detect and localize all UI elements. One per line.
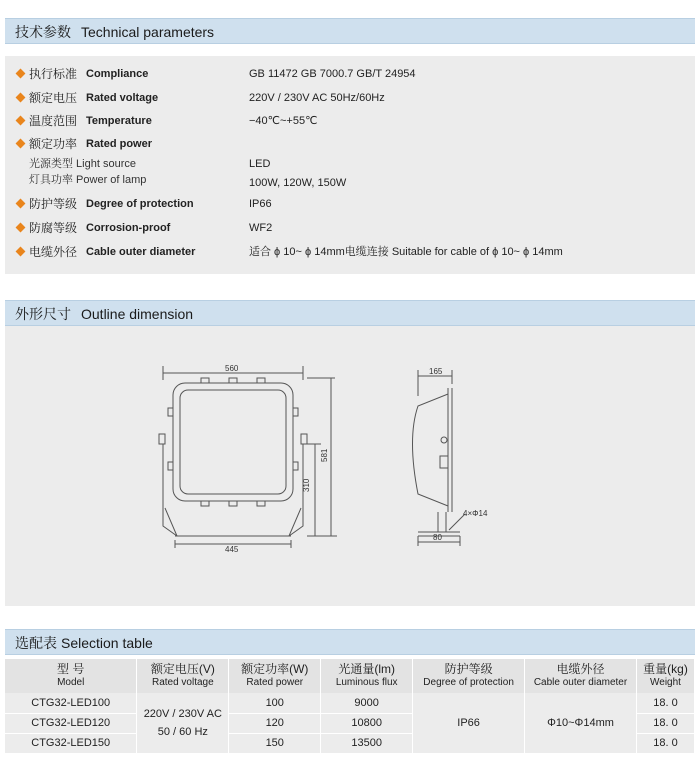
bracket-feet <box>165 508 301 536</box>
bullet-icon <box>16 69 26 79</box>
col-header-flux: 光通量(lm) Luminous flux <box>321 659 413 693</box>
param-label-cn: 电缆外径 <box>29 245 78 259</box>
outline-dimension-header <box>5 300 695 326</box>
col-header-voltage: 额定电压(V) Rated voltage <box>137 659 229 693</box>
col-header-power: 额定功率(W) Rated power <box>229 659 321 693</box>
param-label-en: Temperature <box>86 115 152 127</box>
param-label-en: Corrosion-proof <box>86 222 171 234</box>
section-title-cn: 技术参数 <box>15 24 71 40</box>
side-bolt <box>441 437 447 443</box>
section-title-en: Selection table <box>61 635 153 651</box>
bullet-icon <box>16 199 26 209</box>
param-row-rated-power <box>5 134 695 154</box>
param-value: 适合 ϕ 10~ ϕ 14mm电缆连接 Suitable for cable of ϕ 10~ ϕ 14mm <box>249 246 563 258</box>
dim-label-front-width: 560 <box>225 364 239 373</box>
param-label-cn: 额定电压 <box>29 91 78 105</box>
param-label-cn: 执行标准 <box>29 67 78 81</box>
cell-flux: 10800 <box>321 713 413 733</box>
param-row-cable <box>5 242 695 262</box>
side-body <box>413 394 449 506</box>
cell-power: 100 <box>229 693 321 713</box>
dim-label-front-height: 581 <box>320 448 329 462</box>
cell-power: 150 <box>229 733 321 753</box>
bullet-icon <box>16 116 26 126</box>
param-value: GB 11472 GB 7000.7 GB/T 24954 <box>249 68 416 80</box>
dim-label-base-width: 445 <box>225 545 239 554</box>
param-label-cn: 防腐等级 <box>29 221 78 235</box>
outline-dimension-panel <box>5 326 695 606</box>
cell-model: CTG32-LED100 <box>5 693 137 713</box>
dim-label-hole: 4×Φ14 <box>463 509 488 518</box>
lamp-power-value: 100W, 120W, 150W <box>249 177 347 189</box>
param-row-voltage <box>5 88 695 108</box>
tab <box>201 501 209 506</box>
param-row-lamp-power <box>5 170 695 190</box>
param-label-cn: 防护等级 <box>29 197 78 211</box>
tab <box>201 378 209 383</box>
bullet-icon <box>16 93 26 103</box>
param-label-en: Degree of protection <box>86 198 194 210</box>
tab <box>168 408 173 416</box>
front-body <box>173 383 293 501</box>
front-lens <box>180 390 286 494</box>
table-header-row <box>5 659 695 693</box>
section-title-en: Outline dimension <box>81 306 194 322</box>
cell-flux: 13500 <box>321 733 413 753</box>
tab <box>293 462 298 470</box>
dim-label-mount-height: 310 <box>302 478 311 492</box>
lamp-power-label: 灯具功率 Power of lamp <box>29 174 147 186</box>
tab <box>168 462 173 470</box>
dim-label-base-depth: 80 <box>433 533 442 542</box>
tab <box>229 501 237 506</box>
param-label-cn: 温度范围 <box>29 114 78 128</box>
tab <box>257 501 265 506</box>
pivot <box>301 434 307 444</box>
param-value: −40℃~+55℃ <box>249 115 318 127</box>
param-row-compliance <box>5 64 695 84</box>
cell-protection: IP66 <box>413 693 525 753</box>
col-header-weight: 重量(kg) Weight <box>636 659 694 693</box>
technical-parameters-panel <box>5 56 695 274</box>
param-row-corrosion <box>5 218 695 238</box>
cell-model: CTG32-LED150 <box>5 733 137 753</box>
selection-table <box>5 659 695 754</box>
cell-power: 120 <box>229 713 321 733</box>
pivot <box>159 434 165 444</box>
bracket <box>163 444 303 536</box>
cell-cable: Φ10~Φ14mm <box>525 693 637 753</box>
col-header-protection: 防护等级 Degree of protection <box>413 659 525 693</box>
table-row <box>5 693 695 713</box>
col-header-cable: 电缆外径 Cable outer diameter <box>525 659 637 693</box>
section-title-cn: 选配表 <box>15 635 57 651</box>
cell-model: CTG32-LED120 <box>5 713 137 733</box>
col-header-model: 型 号 Model <box>5 659 137 693</box>
side-box <box>440 456 448 468</box>
param-label-en: Rated voltage <box>86 92 159 104</box>
light-source-label: 光源类型 Light source <box>29 158 136 170</box>
param-value: WF2 <box>249 222 273 234</box>
section-title-en: Technical parameters <box>81 24 215 40</box>
selection-table-header <box>5 629 695 655</box>
tab <box>257 378 265 383</box>
cell-voltage <box>137 693 229 753</box>
param-value: 220V / 230V AC 50Hz/60Hz <box>249 92 385 104</box>
param-label-cn: 额定功率 <box>29 137 78 151</box>
technical-drawing <box>5 326 695 606</box>
param-row-protection <box>5 194 695 214</box>
dim-label-side-depth: 165 <box>429 367 443 376</box>
param-label-en: Cable outer diameter <box>86 246 196 258</box>
cell-weight: 18. 0 <box>636 693 694 713</box>
tab <box>229 378 237 383</box>
light-source-value: LED <box>249 158 271 170</box>
param-label-en: Compliance <box>86 68 149 80</box>
param-value: IP66 <box>249 198 272 210</box>
technical-parameters-header <box>5 18 695 44</box>
cell-weight: 18. 0 <box>636 713 694 733</box>
voltage-line2: 50 / 60 Hz <box>157 725 208 738</box>
cell-flux: 9000 <box>321 693 413 713</box>
param-row-temperature <box>5 111 695 131</box>
bullet-icon <box>16 247 26 257</box>
section-title-cn: 外形尺寸 <box>15 306 71 322</box>
cell-weight: 18. 0 <box>636 733 694 753</box>
voltage-line1: 220V / 230V AC <box>143 707 222 720</box>
bullet-icon <box>16 139 26 149</box>
param-label-en: Rated power <box>86 138 153 150</box>
tab <box>293 408 298 416</box>
bullet-icon <box>16 223 26 233</box>
